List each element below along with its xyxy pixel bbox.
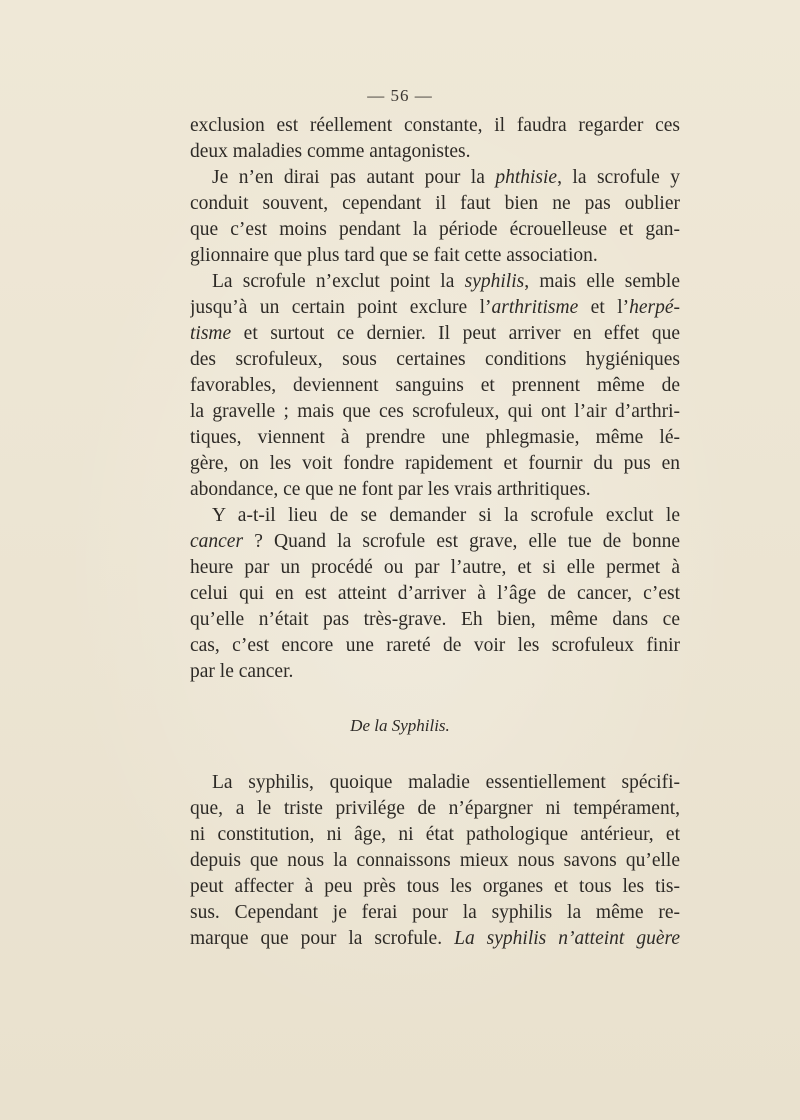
text-line: conduit souvent, cependant il faut bien ne pas oublier	[190, 193, 680, 214]
text-line-syphilis: La scrofule n’exclut point la syphilis, mais elle semble	[212, 271, 680, 292]
text-line: abondance, ce que ne font par les vrais arthritiques.	[190, 479, 591, 500]
text-line-syphilis-italic: marque que pour la scrofule. La syphilis n’atteint guère	[190, 928, 680, 949]
text-line: peut affecter à peu près tous les organes et tous les tis-	[190, 876, 680, 897]
text-line: par le cancer.	[190, 661, 294, 682]
section-heading: De la Syphilis.	[350, 716, 450, 735]
text-line: qu’elle n’était pas très-grave. Eh bien, même dans ce	[190, 609, 680, 630]
text-line: que c’est moins pendant la période écrouelleuse et gan-	[190, 219, 680, 240]
text-line: glionnaire que plus tard que se fait cette association.	[190, 245, 598, 266]
text-line: des scrofuleux, sous certaines conditions hygiéniques	[190, 349, 680, 370]
text-line-tisme: tisme et surtout ce dernier. Il peut arriver en effet que	[190, 323, 680, 344]
text-line: deux maladies comme antagonistes.	[190, 141, 471, 162]
text-line: favorables, deviennent sanguins et prennent même de	[190, 375, 680, 396]
text-line: exclusion est réellement constante, il faudra regarder ces	[190, 115, 680, 136]
text-line: que, a le triste privilége de n’épargner ni tempérament,	[190, 798, 680, 819]
text-line: celui qui en est atteint d’arriver à l’âge de cancer, c’est	[190, 583, 680, 604]
text-line: ni constitution, ni âge, ni état pathologique antérieur, et	[190, 824, 680, 845]
text-line-arthritisme: jusqu’à un certain point exclure l’arthritisme et l’herpé-	[190, 297, 680, 318]
text-line-phthisie: Je n’en dirai pas autant pour la phthisie, la scrofule y	[212, 167, 680, 188]
body-text-bottom	[190, 770, 680, 952]
text-line: sus. Cependant je ferai pour la syphilis la même re-	[190, 902, 680, 923]
text-line: heure par un procédé ou par l’autre, et si elle permet à	[190, 557, 680, 578]
body-text-top	[190, 113, 680, 685]
text-line: tiques, viennent à prendre une phlegmasie, même lé-	[190, 427, 680, 448]
text-line: Y a-t-il lieu de se demander si la scrofule exclut le	[212, 505, 680, 526]
text-line: la gravelle ; mais que ces scrofuleux, qui ont l’air d’arthri-	[190, 401, 680, 422]
page-number: — 56 —	[367, 86, 433, 105]
text-line: depuis que nous la connaissons mieux nous savons qu’elle	[190, 850, 680, 871]
text-line: cas, c’est encore une rareté de voir les scrofuleux finir	[190, 635, 680, 656]
text-line-cancer: cancer ? Quand la scrofule est grave, elle tue de bonne	[190, 531, 680, 552]
text-line: La syphilis, quoique maladie essentiellement spécifi-	[212, 772, 680, 793]
text-line: gère, on les voit fondre rapidement et fournir du pus en	[190, 453, 680, 474]
